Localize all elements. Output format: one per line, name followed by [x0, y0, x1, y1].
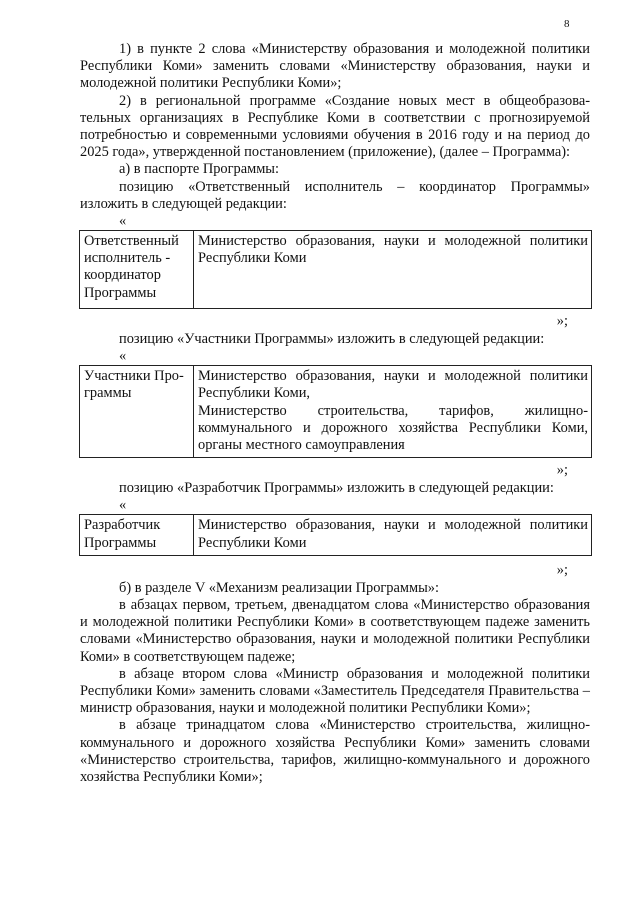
paragraph-5: позицию «Участники Программы» изложить в следующей редакции: [119, 331, 545, 348]
paragraph-8: в абзацах первом, третьем, двенадцатом слова «Министерство образования и молодежной политики Республики Коми» в соответствующем падеже заменить словами «Министерство образования, науки и молодежной политики Республики Коми» в соответствующем падеже; [80, 597, 590, 665]
quote-open-1: « [119, 213, 127, 230]
paragraph-6: позицию «Разработчик Программы» изложить в следующей редакции: [119, 480, 554, 497]
coordinator-label: Ответственный исполнитель - координатор Программы [80, 231, 194, 309]
paragraph-9: в абзаце втором слова «Министр образования и молодежной политики Республики Коми» заменить словами «Заместитель Председателя Правительства – министр образования, науки и молодежной политики Республики Коми»; [80, 665, 590, 717]
developer-table [79, 514, 592, 555]
quote-close-1: »; [556, 313, 568, 330]
document-body [80, 41, 590, 786]
participants-value [194, 366, 592, 458]
participants-value-line-2: Министерство строительства, тарифов, жилищно-коммунального и дорожного хозяйства Республики Коми, органы местного самоуправления [198, 402, 588, 454]
participants-label: Участники Программы [80, 366, 194, 458]
paragraph-2: 2) в региональной программе «Создание новых мест в общеобразовательных организациях в Республике Коми в соответствии с прогнозируемой потребностью и современными условиями обучения в 2016 году и на период до 2025 года», утвержденной постановлением (приложение), (далее – Программа): [80, 92, 590, 161]
paragraph-1: 1) в пункте 2 слова «Министерству образования и молодежной политики Республики Коми» заменить словами «Министерству образования, науки и молодежной политики Республики Коми»; [80, 41, 590, 92]
coordinator-table [79, 230, 592, 309]
developer-value: Министерство образования, науки и молодежной политики Республики Коми [194, 515, 592, 555]
quote-close-3: »; [556, 561, 568, 578]
paragraph-10: в абзаце тринадцатом слова «Министерство строительства, жилищно-коммунального и дорожного хозяйства Республики Коми» заменить словами «Министерство строительства, тарифов, жилищно-коммунального и дорожного хозяйства Республики Коми»; [80, 717, 590, 786]
developer-label: Разработчик Программы [80, 515, 194, 555]
paragraph-4: позицию «Ответственный исполнитель – координатор Программы» изложить в следующей редакции: [80, 178, 590, 212]
table-row [80, 366, 592, 458]
paragraph-7: б) в разделе V «Механизм реализации Программы»: [119, 579, 439, 596]
quote-close-2: »; [556, 462, 568, 479]
paragraph-3: а) в паспорте Программы: [119, 161, 279, 178]
table-row [80, 515, 592, 555]
table-row [80, 231, 592, 309]
quote-open-2: « [119, 348, 127, 365]
participants-table [79, 365, 592, 458]
quote-open-3: « [119, 497, 127, 514]
coordinator-value: Министерство образования, науки и молодежной политики Республики Коми [194, 231, 592, 309]
page-number: 8 [564, 18, 570, 30]
participants-value-line-1: Министерство образования, науки и молодежной политики Республики Коми, [198, 368, 588, 402]
